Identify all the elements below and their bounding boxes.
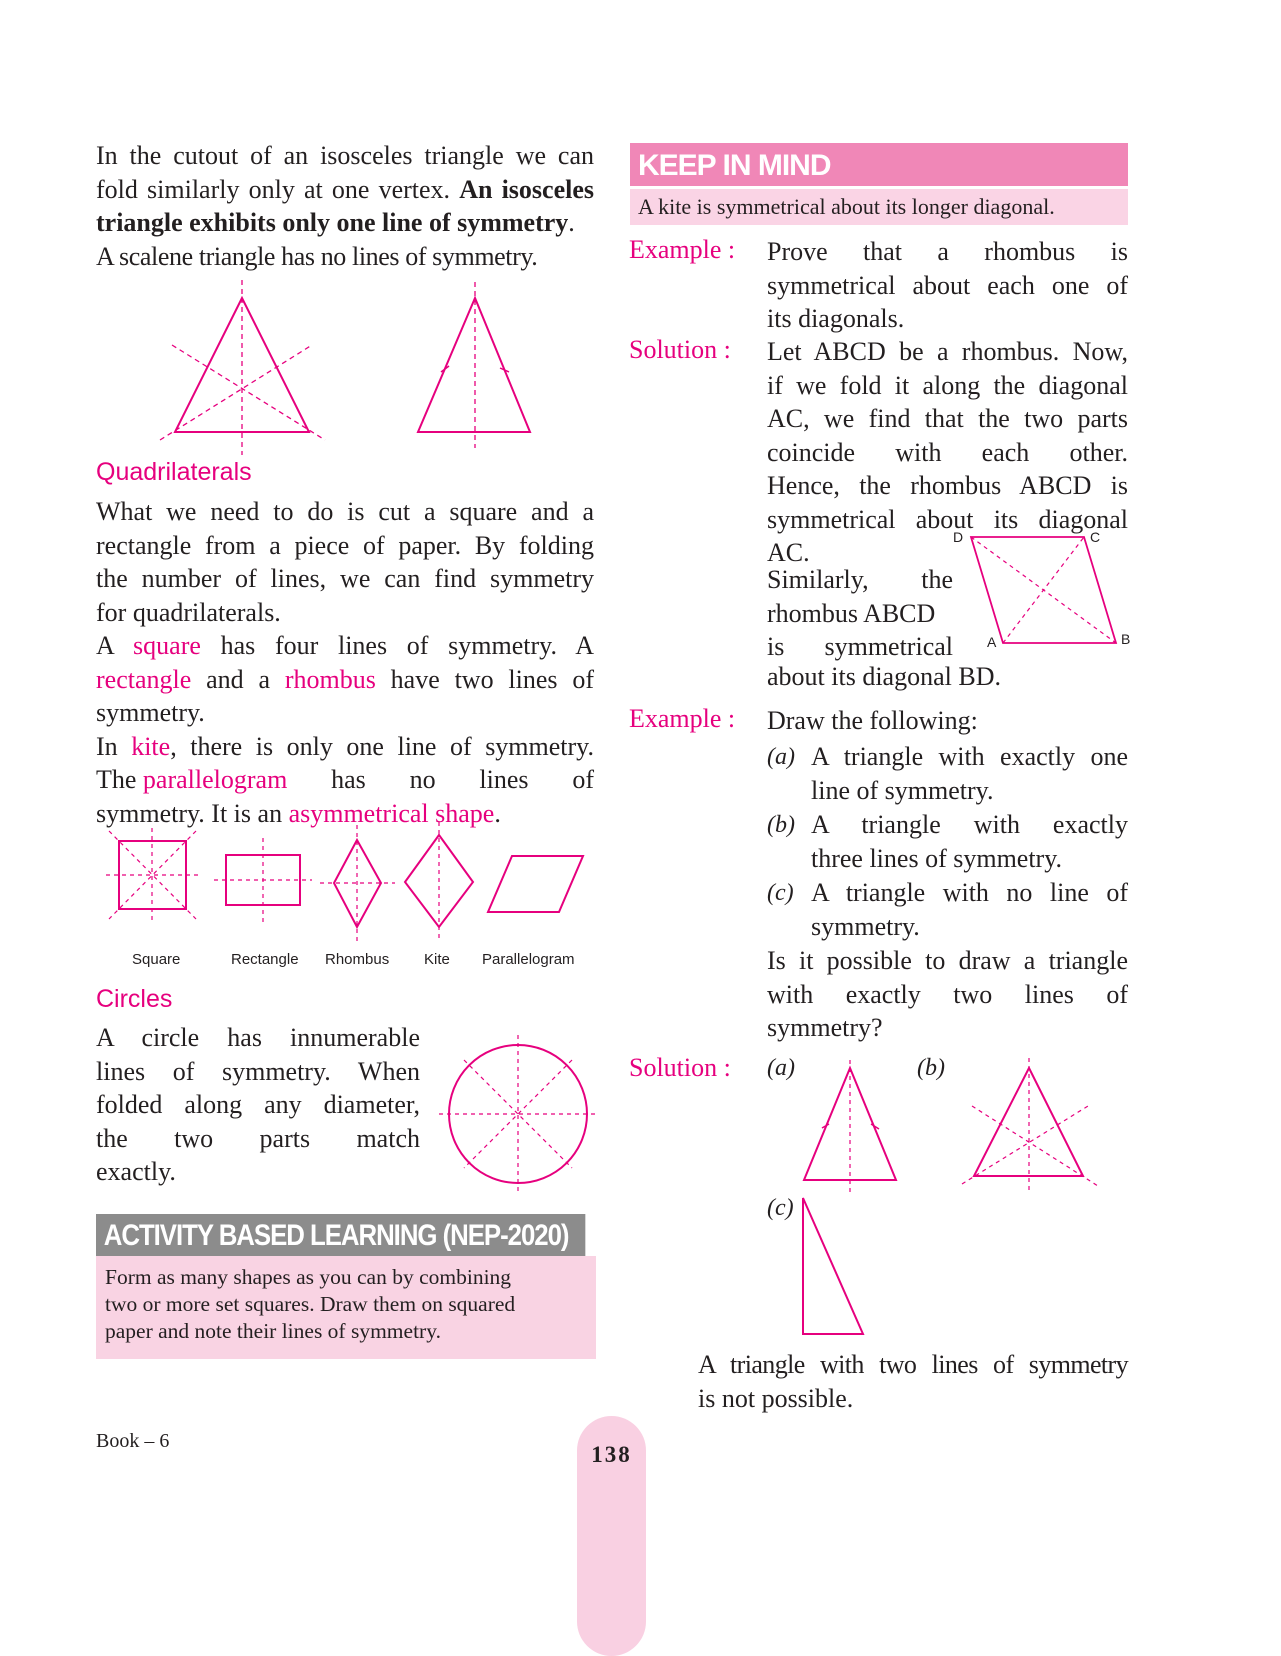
caption-square: Square xyxy=(132,951,181,968)
activity-body: Form as many shapes as you can by combining two or more set squares. Draw them on squared paper and note their lines of symmetry. xyxy=(96,1256,596,1359)
example2-item-a-mark: (a) xyxy=(767,744,795,770)
activity-box xyxy=(96,1214,596,1359)
example2-item-c-mark: (c) xyxy=(767,880,794,906)
keep-in-mind-box xyxy=(630,143,1128,225)
quad-line-3: the number of lines, we can find symmetry xyxy=(96,564,594,593)
quad-line-5: A square has four lines of symmetry. A xyxy=(96,631,594,660)
solution2-mark-a: (a) xyxy=(767,1055,795,1081)
keep-in-mind-title: KEEP IN MIND xyxy=(630,143,1128,186)
example2-label: Example : xyxy=(629,704,736,733)
caption-rhombus: Rhombus xyxy=(325,951,390,968)
circles-heading: Circles xyxy=(96,985,173,1013)
intro-line-2: fold similarly only at one vertex. An isosceles xyxy=(96,174,594,204)
quad-line-9: The parallelogram has no lines of xyxy=(96,765,594,794)
example2-item-b-mark: (b) xyxy=(767,812,795,838)
caption-kite: Kite xyxy=(424,951,450,968)
conclusion-text: A triangle with two lines of symmetry is not possible. xyxy=(698,1350,1128,1413)
book-label: Book – 6 xyxy=(96,1430,170,1452)
example2-item-a: A triangle with exactly one line of symmetry. xyxy=(811,742,1128,805)
vertex-c: C xyxy=(1090,529,1101,545)
solution2-mark-c: (c) xyxy=(767,1195,794,1221)
page-number-tab xyxy=(577,1416,646,1656)
circles-paragraph: A circle has innumerable lines of symmetry. When folded along any diameter, the two parts match exactly. xyxy=(96,1023,420,1186)
scalene-line: A scalene triangle has no lines of symmetry. xyxy=(96,241,538,271)
vertex-d: D xyxy=(953,529,964,545)
term-asymmetrical: asymmetrical shape xyxy=(288,798,495,828)
caption-parallelogram: Parallelogram xyxy=(482,951,575,968)
quad-line-7: symmetry. xyxy=(96,698,205,727)
quad-line-4: for quadrilaterals. xyxy=(96,597,281,627)
solution2-label: Solution : xyxy=(629,1053,731,1082)
solution1-last: about its diagonal BD. xyxy=(767,662,1001,691)
intro-line-3: triangle exhibits only one line of symmetry. xyxy=(96,208,575,237)
example2-question: Is it possible to draw a triangle with exactly two lines of symmetry? xyxy=(767,946,1128,1042)
parallelogram-shape xyxy=(488,856,583,912)
quad-line-2: rectangle from a piece of paper. By folding xyxy=(96,530,594,560)
example1-label: Example : xyxy=(629,235,736,264)
rhombus-shape xyxy=(334,840,381,927)
activity-title: ACTIVITY BASED LEARNING (NEP-2020) xyxy=(96,1214,585,1256)
solution1-similarly: Similarly, the rhombus ABCD is symmetrical xyxy=(767,565,953,661)
solution1-text: Let ABCD be a rhombus. Now, if we fold it along the diagonal AC, we find that the two parts coincide with each other. Hence, the rhombus ABCD is symmetrical about its diagonal AC. xyxy=(767,337,1128,567)
square-shape xyxy=(119,841,186,909)
rectangle-shape xyxy=(226,855,300,905)
quad-line-10: symmetry. It is an asymmetrical shape. xyxy=(96,798,501,828)
caption-rectangle: Rectangle xyxy=(231,951,299,968)
solution2-mark-b: (b) xyxy=(917,1055,945,1081)
example2-item-c: A triangle with no line of symmetry. xyxy=(811,878,1128,941)
quad-line-6: rectangle and a rhombus have two lines of xyxy=(96,664,594,694)
kite-shape xyxy=(405,835,473,927)
solution1-label: Solution : xyxy=(629,335,731,364)
vertex-a: A xyxy=(987,634,997,650)
term-kite: kite xyxy=(131,731,171,761)
quadrilaterals-heading: Quadrilaterals xyxy=(96,458,252,486)
term-parallelogram: parallelogram xyxy=(142,765,288,794)
vertex-b: B xyxy=(1121,631,1131,647)
intro-paragraph xyxy=(96,139,594,273)
quad-line-1: What we need to do is cut a square and a xyxy=(96,497,594,526)
intro-line-1: In the cutout of an isosceles triangle we can xyxy=(96,141,594,170)
example2-intro: Draw the following: xyxy=(767,706,978,735)
keep-in-mind-text: A kite is symmetrical about its longer diagonal. xyxy=(630,189,1128,225)
example1-text: Prove that a rhombus is symmetrical about each one of its diagonals. xyxy=(767,237,1128,333)
term-rectangle: rectangle xyxy=(96,664,192,694)
term-rhombus: rhombus xyxy=(284,664,376,694)
quadrilaterals-paragraph xyxy=(96,495,594,830)
term-square: square xyxy=(133,631,201,660)
page-number: 138 xyxy=(591,1442,632,1467)
example2-item-b: A triangle with exactly three lines of symmetry. xyxy=(811,810,1128,873)
quad-line-8: In kite, there is only one line of symmetry. xyxy=(96,731,594,761)
